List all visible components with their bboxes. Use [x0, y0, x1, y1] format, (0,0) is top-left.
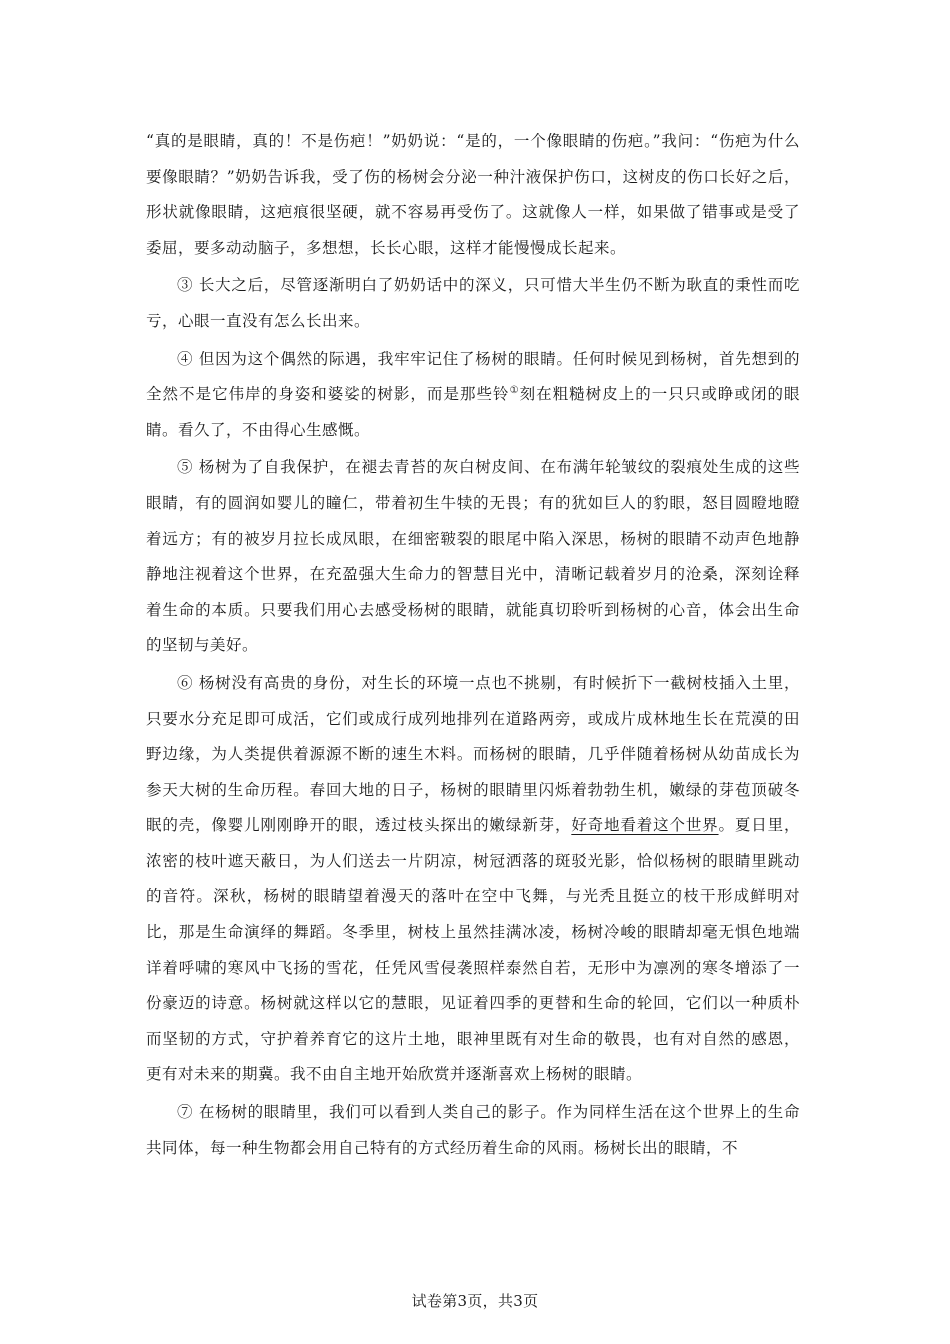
- paragraph-6: [146, 666, 800, 1093]
- paragraph-7: ⑦ 在杨树的眼睛里，我们可以看到人类自己的影子。作为同样生活在这个世界上的生命共同体，每一种生物都会用自己特有的方式经历着生命的风雨。杨树长出的眼睛，不: [146, 1103, 800, 1157]
- paragraph-4-text-before: ④ 但因为这个偶然的际遇，我牢牢记住了杨树的眼睛。任何时候见到杨树，首先想到的全然不是它伟岸的身姿和婆娑的树影，而是那些铃: [146, 349, 800, 404]
- paragraph-4-text-after: 刻在粗糙树皮上的一只只或睁或闭的眼睛。看久了，不由得心生感慨。: [146, 385, 800, 439]
- page-footer: 试卷第3页，共3页: [411, 1292, 539, 1310]
- underlined-phrase: 好奇地看着这个世界: [571, 816, 719, 835]
- footnote-marker: ①: [509, 385, 520, 396]
- paragraph-3: ③ 长大之后，尽管逐渐明白了奶奶话中的深义，只可惜大半生仍不断为耿直的秉性而吃亏，心眼一直没有怎么长出来。: [146, 276, 800, 330]
- paragraph-dialogue: “真的是眼睛，真的！不是伤疤！”奶奶说：“是的，一个像眼睛的伤疤。”我问：“伤疤为什么要像眼睛？”奶奶告诉我，受了伤的杨树会分泌一种汁液保护伤口，这树皮的伤口长好之后，形状就像眼睛，这疤痕很坚硬，就不容易再受伤了。这就像人一样，如果做了错事或是受了委屈，要多动动脑子，多想想，长长心眼，这样才能慢慢成长起来。: [146, 132, 800, 257]
- paragraph-4: [146, 342, 800, 449]
- paragraph-5: ⑤ 杨树为了自我保护，在褪去青苔的灰白树皮间、在布满年轮皱纹的裂痕处生成的这些眼睛，有的圆润如婴儿的瞳仁，带着初生牛犊的无畏；有的犹如巨人的豹眼，怒目圆瞪地瞪着远方；有的被岁月拉长成凤眼，在细密皲裂的眼尾中陷入深思，杨树的眼睛不动声色地静静地注视着这个世界，在充盈强大生命力的智慧目光中，清晰记载着岁月的沧桑，深刻诠释着生命的本质。只要我们用心去感受杨树的眼睛，就能真切聆听到杨树的心音，体会出生命的坚韧与美好。: [146, 458, 800, 655]
- passage-body: [146, 124, 800, 1168]
- paragraph-6-text-after: 。夏日里，浓密的枝叶遮天蔽日，为人们送去一片阴凉，树冠洒落的斑驳光影，恰似杨树的眼睛里跳动的音符。深秋，杨树的眼睛望着漫天的落叶在空中飞舞，与光秃且挺立的枝干形成鲜明对比，那是生命演绎的舞蹈。冬季里，树枝上虽然挂满冰凌，杨树冷峻的眼睛却毫无惧色地端详着呼啸的寒风中飞扬的雪花，任凭风雪侵袭照样泰然自若，无形中为凛冽的寒冬增添了一份豪迈的诗意。杨树就这样以它的慧眼，见证着四季的更替和生命的轮回，它们以一种质朴而坚韧的方式，守护着养育它的这片土地，眼神里既有对生命的敬畏，也有对自然的感恩，更有对未来的期冀。我不由自主地开始欣赏并逐渐喜欢上杨树的眼睛。: [146, 816, 800, 1084]
- paragraph-6-text-before: ⑥ 杨树没有高贵的身份，对生长的环境一点也不挑剔，有时候折下一截树枝插入土里，只要水分充足即可成活，它们或成行成列地排列在道路两旁，或成片成林地生长在荒漠的田野边缘，为人类提供着源源不断的速生木料。而杨树的眼睛，几乎伴随着杨树从幼苗成长为参天大树的生命历程。春回大地的日子，杨树的眼睛里闪烁着勃勃生机，嫩绿的芽苞顶破冬眠的壳，像婴儿刚刚睁开的眼，透过枝头探出的嫩绿新芽，: [146, 673, 800, 835]
